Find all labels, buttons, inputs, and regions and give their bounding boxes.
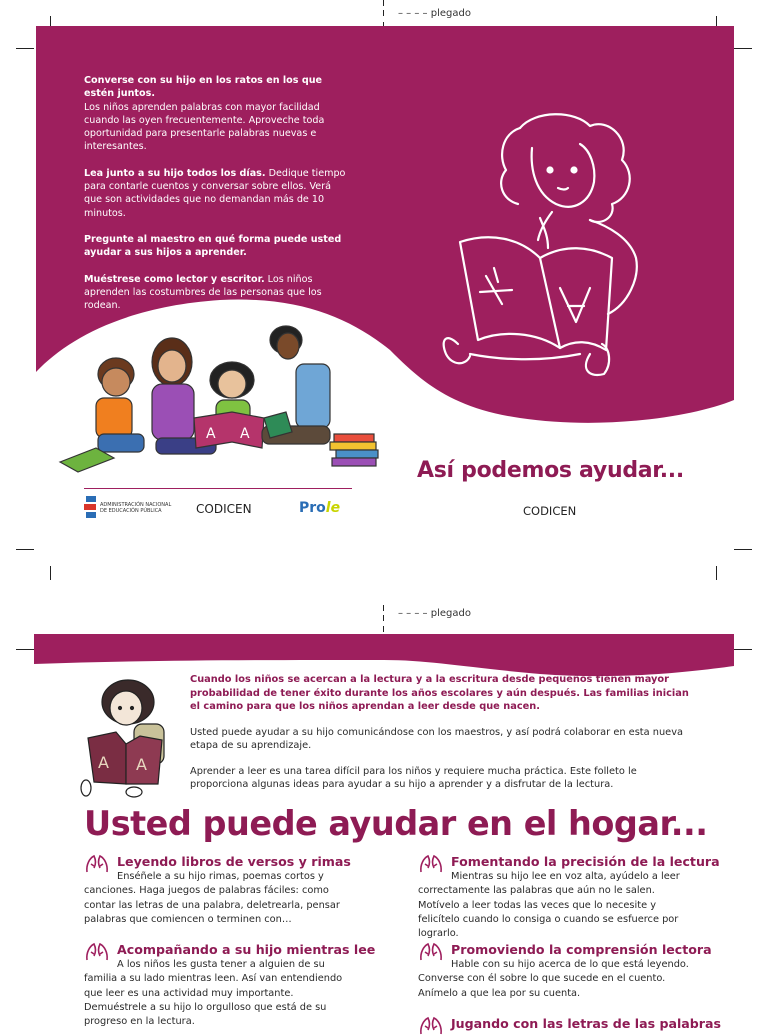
intro-paragraph-2: Aprender a leer es una tarea difícil para los niños y requiere mucha práctica. Este folleto le proporciona algunas ideas para ayudar a su hijo a aprender y a disfrutar de la lectura.: [190, 765, 637, 790]
hands-icon: [84, 852, 110, 874]
intro-lead: Cuando los niños se acercan a la lectura y a la escritura desde pequeños tienen mayor probabilidad de tener éxito durante los años escolares y aún después. Las familias inician el camino para que los niños aprendan a leer desde que nacen.: [190, 674, 689, 712]
tip-paragraph-3: Pregunte al maestro en qué forma puede usted ayudar a sus hijos a aprender.: [84, 233, 342, 259]
tip-title: Fomentando la precisión de la lectura: [451, 854, 720, 869]
crop-mark: [383, 615, 384, 621]
fold-label-top: – – – – plegado: [398, 8, 471, 19]
tip-title: Leyendo libros de versos y rimas: [117, 854, 351, 869]
codicen-logo: CODICEN: [196, 502, 252, 516]
tip-paragraph-4: Muéstrese como lector y escritor. Los niños aprenden las costumbres de las personas que los rodean.: [84, 273, 322, 312]
tip-block: [418, 1016, 721, 1032]
svg-text:A: A: [206, 426, 216, 442]
tip-title: Acompañando a su hijo mientras lee: [117, 942, 376, 957]
tip-block: [418, 942, 712, 1001]
anep-logo-text: ADMINISTRACIÓN NACIONAL DE EDUCACIÓN PÚBLICA: [100, 502, 172, 514]
hands-icon: [418, 1014, 444, 1036]
tip-block: [418, 854, 720, 941]
tip-paragraph-1: Converse con su hijo en los ratos en los que estén juntos. Los niños aprenden palabras con mayor facilidad cuando las oyen frecuentemente. Aproveche toda oportunidad para presentarle palabras nuevas e interesantes.: [84, 75, 325, 153]
intro-text: [190, 673, 690, 804]
tip-body: Hable con su hijo acerca de lo que está leyendo. Converse con él sobre lo que sucede en el cuento. Anímelo a que lea por su cuenta.: [418, 959, 689, 999]
cover-publisher: CODICEN: [523, 504, 577, 518]
tip-block: [84, 942, 376, 1029]
hands-icon: [418, 940, 444, 962]
tip-paragraph-2: Lea junto a su hijo todos los días. Dedique tiempo para contarle cuentos y conversar sobre ellos. Verá que son actividades que no demandan más de 10 minutos.: [84, 167, 346, 219]
intro-paragraph-1: Usted puede ayudar a su hijo comunicándose con los maestros, y así podrá colaborar en esta nueva etapa de su aprendizaje.: [190, 726, 684, 751]
top-panel-text: [84, 74, 352, 325]
svg-text:A: A: [240, 426, 250, 442]
girl-reading-illustration: [440, 108, 650, 378]
tip-title: Promoviendo la comprensión lectora: [451, 942, 712, 957]
tip-body: A los niños les gusta tener a alguien de su familia a su lado mientras leen. Así van entendiendo que leer es una actividad muy importante. Demuéstrele a su hijo lo orgulloso que está de su progreso en la lectura.: [84, 959, 343, 1028]
tip-block: [84, 854, 356, 927]
tip-body: Mientras su hijo lee en voz alta, ayúdelo a leer correctamente las palabras que aún no le salen. Motívelo a leer todas las veces que lo necesite y felicítelo cuando lo consiga o cuando se esfuerce por lograrlo.: [418, 871, 680, 940]
crop-mark: [50, 566, 51, 580]
crop-mark: [716, 566, 717, 580]
fold-label-bottom: – – – – plegado: [398, 608, 471, 619]
logo-divider: [84, 488, 352, 489]
tip-body: Enséñele a su hijo rimas, poemas cortos y canciones. Haga juegos de palabras fáciles: como contar las letras de una palabra, deletrearla, pensar palabras que comiencen o terminen con…: [84, 871, 340, 925]
small-girl-illustration: [80, 678, 176, 798]
logos-row: [82, 494, 352, 524]
crop-mark: [383, 605, 384, 611]
hands-icon: [84, 940, 110, 962]
anep-logo-icon: [84, 496, 98, 518]
main-headline: Usted puede ayudar en el hogar...: [84, 804, 708, 843]
svg-text:A: A: [136, 755, 147, 774]
family-reading-illustration: [56, 322, 384, 482]
hands-icon: [418, 852, 444, 874]
tip-title: Jugando con las letras de las palabras: [451, 1016, 721, 1031]
svg-text:A: A: [98, 753, 109, 772]
prole-logo: Prole: [299, 500, 341, 516]
cover-title: Así podemos ayudar...: [417, 458, 684, 483]
